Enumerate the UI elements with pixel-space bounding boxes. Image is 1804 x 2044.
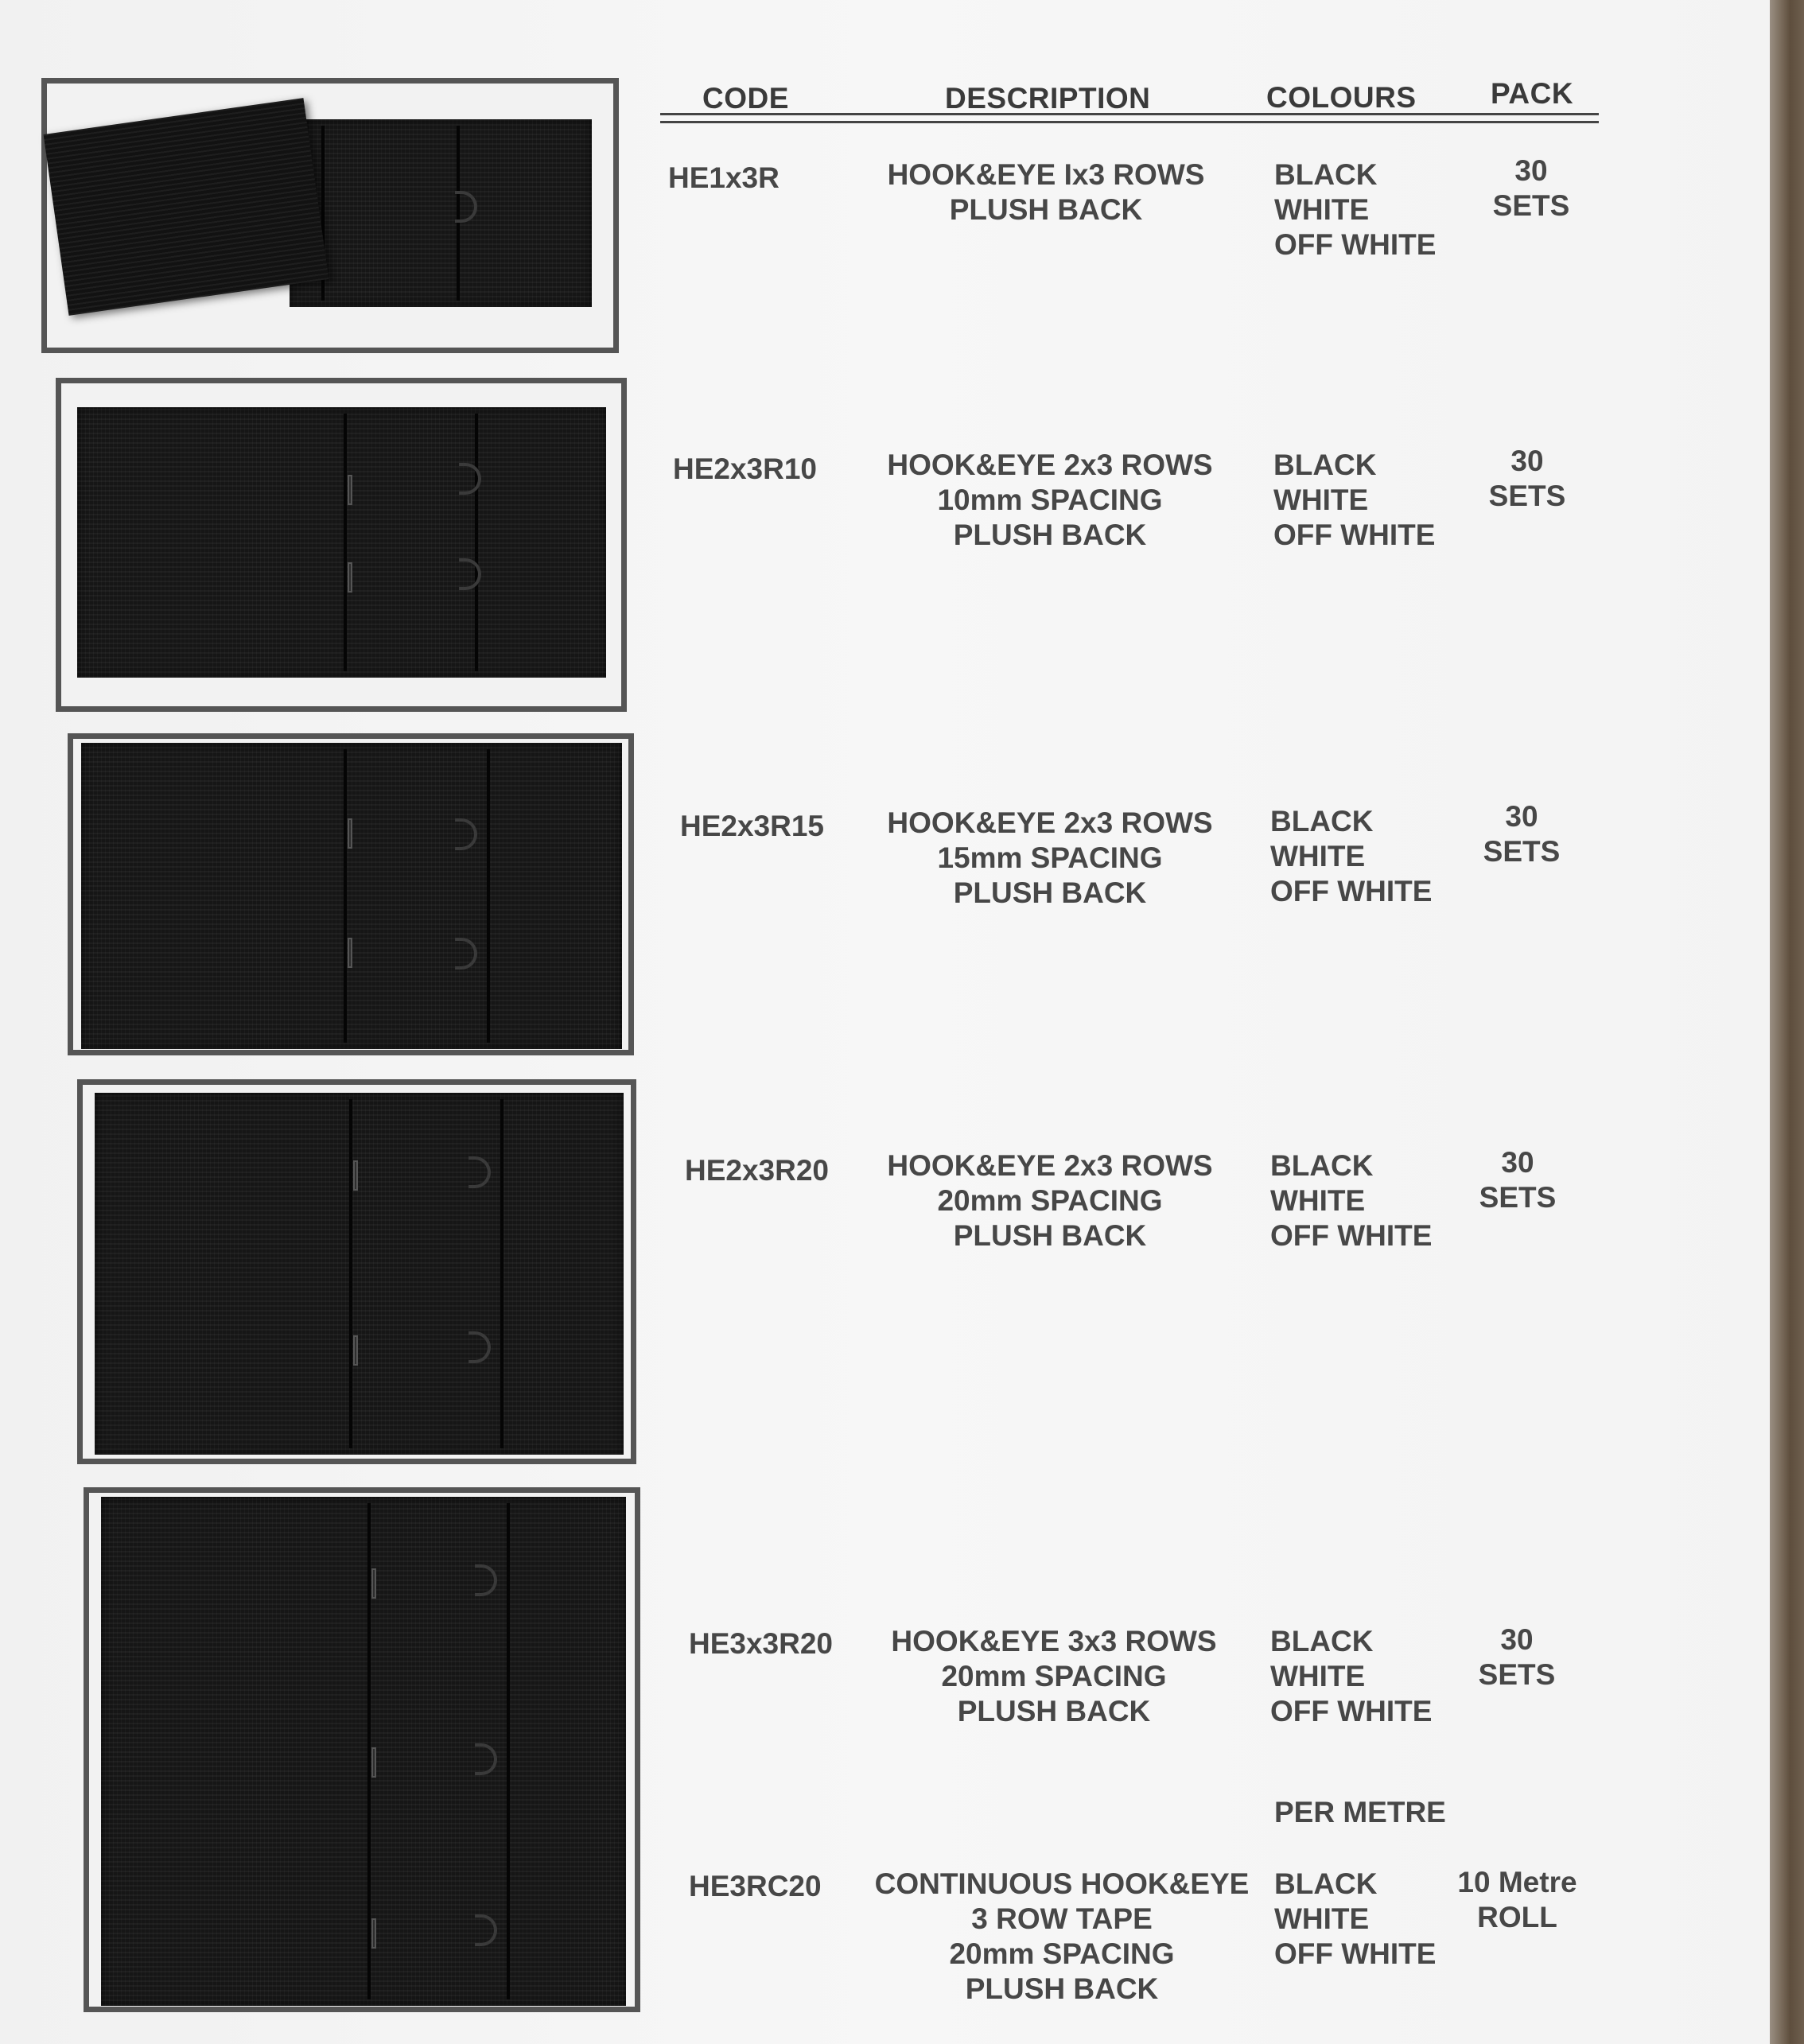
product-code: HE1x3R <box>668 161 780 194</box>
wooden-surface <box>1770 0 1804 2044</box>
product-pack: 10 Metre ROLL <box>1457 1866 1577 1933</box>
product-colours: BLACK WHITE OFF WHITE <box>1274 1867 1437 1970</box>
product-description: HOOK&EYE 2x3 ROWS 15mm SPACING PLUSH BACK <box>887 806 1213 909</box>
eye-icon <box>468 1156 491 1188</box>
product-photo-he3x3r20 <box>84 1487 640 2012</box>
eye-icon <box>455 191 477 223</box>
product-colours: BLACK WHITE OFF WHITE <box>1270 1625 1433 1727</box>
header-description: DESCRIPTION <box>945 82 1151 115</box>
header-pack: PACK <box>1491 77 1574 110</box>
product-description: HOOK&EYE 2x3 ROWS 20mm SPACING PLUSH BACK <box>887 1149 1213 1252</box>
tape-strip <box>290 119 592 307</box>
eye-icon <box>455 938 477 970</box>
product-pack: 30 SETS <box>1478 1623 1556 1691</box>
product-colours: BLACK WHITE OFF WHITE <box>1273 449 1436 551</box>
product-photo-he2x3r15 <box>68 733 634 1055</box>
product-pack: 30 SETS <box>1492 154 1570 222</box>
header-rule-top <box>660 113 1599 115</box>
hook-flap <box>44 98 329 316</box>
product-pack: 30 SETS <box>1488 445 1566 512</box>
product-description: HOOK&EYE Ix3 ROWS PLUSH BACK <box>887 158 1205 226</box>
tape-strip <box>101 1497 626 2006</box>
product-pack: 30 SETS <box>1483 800 1561 868</box>
eye-icon <box>475 1743 497 1775</box>
tape-strip <box>81 743 622 1049</box>
header-rule-bottom <box>660 121 1599 123</box>
tape-strip <box>95 1093 624 1455</box>
product-photo-he2x3r10 <box>56 378 627 712</box>
product-description: HOOK&EYE 3x3 ROWS 20mm SPACING PLUSH BACK <box>891 1625 1217 1727</box>
eye-icon <box>455 818 477 850</box>
product-colours: BLACK WHITE OFF WHITE <box>1270 805 1433 907</box>
product-code: HE2x3R10 <box>673 453 818 485</box>
product-code: HE3RC20 <box>689 1870 822 1902</box>
product-colours: BLACK WHITE OFF WHITE <box>1270 1149 1433 1252</box>
header-colours: COLOURS <box>1266 81 1417 114</box>
product-code: HE2x3R15 <box>680 810 825 842</box>
product-colours: BLACK WHITE OFF WHITE <box>1274 158 1437 261</box>
product-description: HOOK&EYE 2x3 ROWS 10mm SPACING PLUSH BACK <box>887 449 1213 551</box>
tape-strip <box>77 407 606 678</box>
colours-note: PER METRE <box>1274 1796 1446 1828</box>
product-code: HE3x3R20 <box>689 1627 834 1660</box>
product-photo-he2x3r20 <box>77 1079 636 1464</box>
product-photo-he1x3r <box>41 78 619 353</box>
header-code: CODE <box>702 82 789 115</box>
product-pack: 30 SETS <box>1479 1146 1557 1214</box>
eye-icon <box>475 1914 497 1946</box>
eye-icon <box>468 1331 491 1363</box>
product-description: CONTINUOUS HOOK&EYE 3 ROW TAPE 20mm SPACING PLUSH BACK <box>874 1867 1250 2005</box>
product-code: HE2x3R20 <box>685 1154 830 1187</box>
eye-icon <box>475 1564 497 1596</box>
